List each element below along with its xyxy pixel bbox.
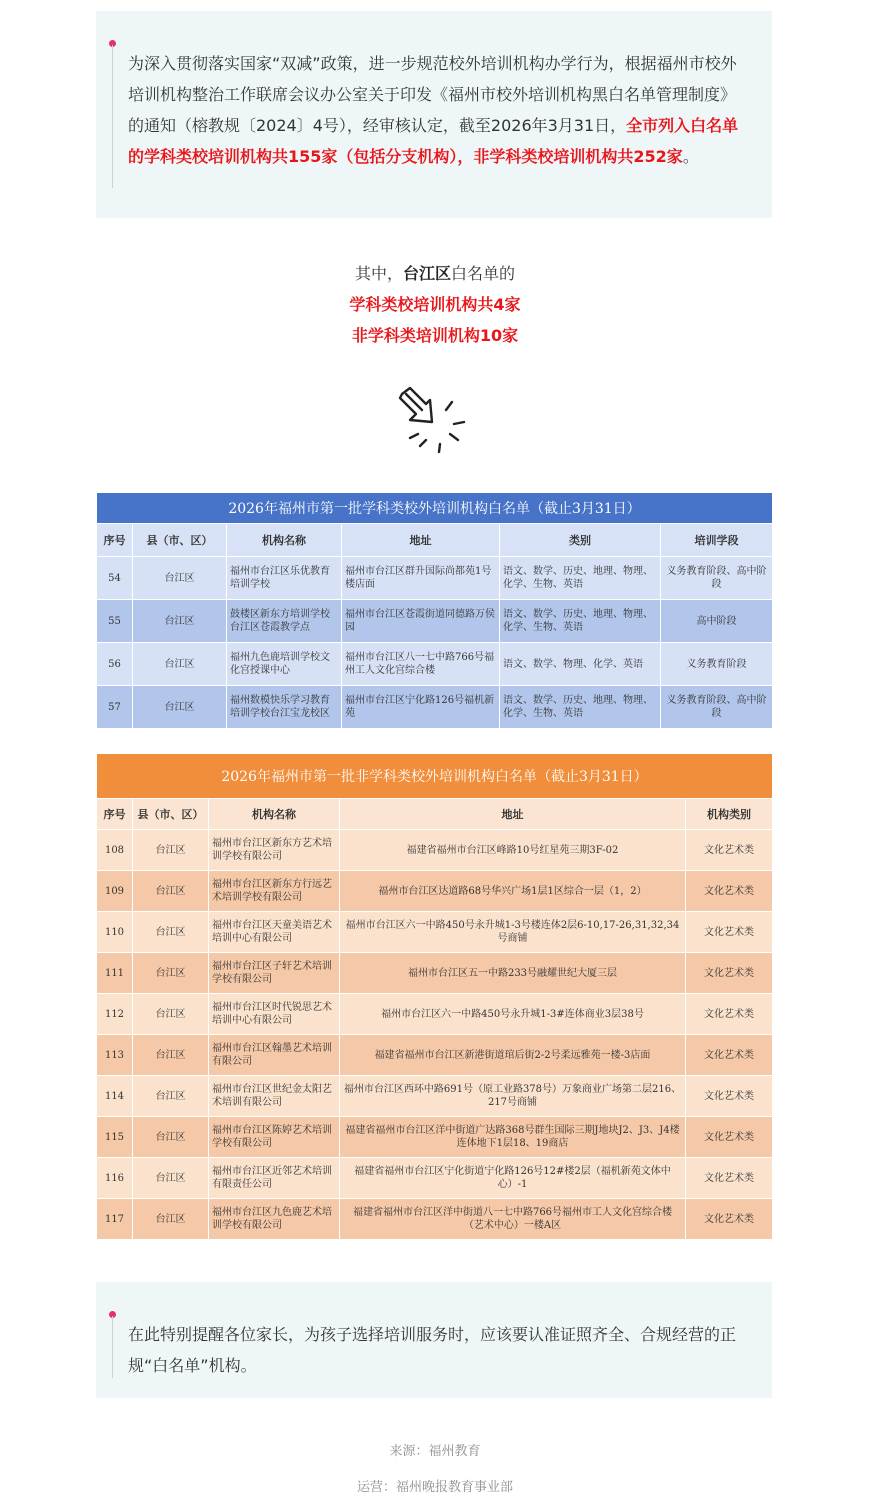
table-row — [97, 994, 773, 1035]
intro-text-end: 。 — [682, 147, 699, 166]
table-cell: 文化艺术类 — [686, 953, 773, 994]
table-cell: 台江区 — [133, 686, 227, 729]
table1-title: 2026年福州市第一批学科类校外培训机构白名单（截止3月31日） — [97, 493, 773, 524]
table-cell: 台江区 — [133, 830, 209, 871]
table-cell: 115 — [97, 1117, 133, 1158]
table-cell: 高中阶段 — [661, 600, 773, 643]
table-cell: 117 — [97, 1199, 133, 1240]
table-cell: 福州市台江区新东方艺术培训学校有限公司 — [209, 830, 340, 871]
table-cell: 文化艺术类 — [686, 1076, 773, 1117]
arrow-icon — [396, 384, 472, 456]
table-cell: 义务教育阶段、高中阶段 — [661, 686, 773, 729]
table-cell: 文化艺术类 — [686, 871, 773, 912]
summary-line-2: 学科类校培训机构共4家 — [349, 295, 521, 314]
table2-title: 2026年福州市第一批非学科类校外培训机构白名单（截止3月31日） — [97, 754, 773, 799]
table-cell: 福州市台江区群升国际尚都苑1号楼店面 — [342, 557, 500, 600]
table-row — [97, 686, 773, 729]
table-cell: 福建省福州市台江区新港街道琯后街2-2号柔远雅苑一楼-3店面 — [340, 1035, 686, 1076]
table-cell: 福州市台江区六一中路450号永升城1-3号楼连体2层6-10,17-26,31,32,34号商铺 — [340, 912, 686, 953]
intro-note — [96, 11, 772, 218]
table-cell: 113 — [97, 1035, 133, 1076]
table-cell: 文化艺术类 — [686, 1199, 773, 1240]
table-cell: 文化艺术类 — [686, 1035, 773, 1076]
table-cell: 福州市台江区六一中路450号永升城1-3#连体商业3层38号 — [340, 994, 686, 1035]
table-cell: 台江区 — [133, 1158, 209, 1199]
table-cell: 台江区 — [133, 871, 209, 912]
column-header: 序号 — [97, 799, 133, 830]
operator-credit: 运营：福州晚报教育事业部 — [356, 1480, 513, 1495]
table-cell: 语文、数学、历史、地理、物理、化学、生物、英语 — [500, 557, 661, 600]
table-cell: 文化艺术类 — [686, 830, 773, 871]
table-cell: 台江区 — [133, 1076, 209, 1117]
table-cell: 台江区 — [133, 912, 209, 953]
table-row — [97, 1035, 773, 1076]
summary-line-1: 其中，台江区白名单的 — [354, 264, 516, 283]
table-cell: 57 — [97, 686, 133, 729]
table-cell: 108 — [97, 830, 133, 871]
column-header: 序号 — [97, 524, 133, 557]
table-cell: 台江区 — [133, 1035, 209, 1076]
table2-header-row — [97, 799, 773, 830]
table-cell: 义务教育阶段、高中阶段 — [661, 557, 773, 600]
table-cell: 台江区 — [133, 643, 227, 686]
table1-body — [97, 557, 773, 729]
table-cell: 福建省福州市台江区峰路10号红星苑三期3F-02 — [340, 830, 686, 871]
table-row — [97, 557, 773, 600]
table-cell: 福州市台江区子轩艺术培训学校有限公司 — [209, 953, 340, 994]
intro-text-normal: 为深入贯彻落实国家“双减”政策，进一步规范校外培训机构办学行为，根据福州市校外培训机构整治工作联席会议办公室关于印发《福州市校外培训机构黑白名单管理制度》的通知（榕教规〔2024〕4号），经审核认定，截至2026年3月31日， — [128, 54, 737, 135]
table-cell: 54 — [97, 557, 133, 600]
table-cell: 台江区 — [133, 557, 227, 600]
table-cell: 福州市台江区陈婷艺术培训学校有限公司 — [209, 1117, 340, 1158]
table-row — [97, 643, 773, 686]
table-cell: 福州市台江区苍霞街道同德路万侯园 — [342, 600, 500, 643]
district-name: 台江区 — [402, 264, 451, 283]
table-cell: 福州市台江区九色鹿艺术培训学校有限公司 — [209, 1199, 340, 1240]
intro-text-highlight: 全市列入白名单的学科类校培训机构共155家（包括分支机构），非学科类校培训机构共252家 — [128, 116, 739, 166]
table-cell: 55 — [97, 600, 133, 643]
table-cell: 福建省福州市台江区宁化街道宁化路126号12#楼2层（福机新苑文体中心）-1 — [340, 1158, 686, 1199]
table-row — [97, 1117, 773, 1158]
column-header: 类别 — [500, 524, 661, 557]
column-header: 机构名称 — [209, 799, 340, 830]
district-summary — [0, 258, 870, 351]
column-header: 县（市、区） — [133, 524, 227, 557]
table-cell: 福州市台江区翰墨艺术培训有限公司 — [209, 1035, 340, 1076]
table-row — [97, 830, 773, 871]
table-cell: 文化艺术类 — [686, 1117, 773, 1158]
table-row — [97, 1158, 773, 1199]
table-cell: 语文、数学、历史、地理、物理、化学、生物、英语 — [500, 600, 661, 643]
table-cell: 台江区 — [133, 994, 209, 1035]
column-header: 地址 — [340, 799, 686, 830]
table-cell: 福州市台江区天童美语艺术培训中心有限公司 — [209, 912, 340, 953]
note-divider — [112, 1316, 113, 1378]
table-cell: 文化艺术类 — [686, 994, 773, 1035]
table-cell: 义务教育阶段 — [661, 643, 773, 686]
nonsubject-whitelist-table — [96, 753, 772, 1240]
table-cell: 福州数模快乐学习教育培训学校台江宝龙校区 — [227, 686, 342, 729]
table-cell: 110 — [97, 912, 133, 953]
table-row — [97, 600, 773, 643]
summary-line-3: 非学科类培训机构10家 — [351, 326, 519, 345]
table-cell: 福州市台江区宁化路126号福机新苑 — [342, 686, 500, 729]
note-divider — [112, 45, 113, 188]
table-cell: 台江区 — [133, 1199, 209, 1240]
table-cell: 语文、数学、历史、地理、物理、化学、生物、英语 — [500, 686, 661, 729]
table-cell: 福州市台江区八一七中路766号福州工人文化宫综合楼 — [342, 643, 500, 686]
table-cell: 109 — [97, 871, 133, 912]
column-header: 机构名称 — [227, 524, 342, 557]
table-cell: 116 — [97, 1158, 133, 1199]
table-cell: 福州市台江区五一中路233号融耀世纪大厦三层 — [340, 953, 686, 994]
table-cell: 福州市台江区世纪金太阳艺术培训有限公司 — [209, 1076, 340, 1117]
table-cell: 鼓楼区新东方培训学校台江区苍霞教学点 — [227, 600, 342, 643]
table-cell: 语文、数学、物理、化学、英语 — [500, 643, 661, 686]
table-cell: 福州市台江区新东方行远艺术培训学校有限公司 — [209, 871, 340, 912]
table-row — [97, 1199, 773, 1240]
table-cell: 福州市台江区达道路68号华兴广场1层1区综合一层（1，2） — [340, 871, 686, 912]
subject-whitelist-table — [96, 492, 772, 729]
table-row — [97, 1076, 773, 1117]
table-cell: 文化艺术类 — [686, 912, 773, 953]
table-cell: 112 — [97, 994, 133, 1035]
table-row — [97, 871, 773, 912]
table-cell: 56 — [97, 643, 133, 686]
column-header: 地址 — [342, 524, 500, 557]
column-header: 培训学段 — [661, 524, 773, 557]
table-cell: 福建省福州市台江区洋中街道八一七中路766号福州市工人文化宫综合楼（艺术中心）一楼A区 — [340, 1199, 686, 1240]
table2-body — [97, 830, 773, 1240]
table-cell: 福州市台江区乐优教育培训学校 — [227, 557, 342, 600]
table-cell: 台江区 — [133, 600, 227, 643]
source-credit: 来源：福州教育 — [389, 1444, 481, 1459]
table-cell: 文化艺术类 — [686, 1158, 773, 1199]
reminder-note — [96, 1282, 772, 1398]
table-cell: 福州市台江区近邻艺术培训有限责任公司 — [209, 1158, 340, 1199]
intro-text — [128, 48, 744, 172]
table-row — [97, 953, 773, 994]
reminder-text: 在此特别提醒各位家长，为孩子选择培训服务时，应该要认准证照齐全、合规经营的正规“白名单”机构。 — [128, 1325, 737, 1375]
table-cell: 台江区 — [133, 953, 209, 994]
table-cell: 111 — [97, 953, 133, 994]
table1-header-row — [97, 524, 773, 557]
table-cell: 114 — [97, 1076, 133, 1117]
table-cell: 福州市台江区西环中路691号（原工业路378号）万象商业广场第二层216、217号商铺 — [340, 1076, 686, 1117]
table-cell: 台江区 — [133, 1117, 209, 1158]
table-cell: 福建省福州市台江区洋中街道广达路368号群生国际三期J地块J2、J3、J4楼连体地下1层18、19商店 — [340, 1117, 686, 1158]
column-header: 机构类别 — [686, 799, 773, 830]
column-header: 县（市、区） — [133, 799, 209, 830]
table-cell: 福州九色鹿培训学校文化宫授课中心 — [227, 643, 342, 686]
table-cell: 福州市台江区时代锐思艺术培训中心有限公司 — [209, 994, 340, 1035]
table-row — [97, 912, 773, 953]
